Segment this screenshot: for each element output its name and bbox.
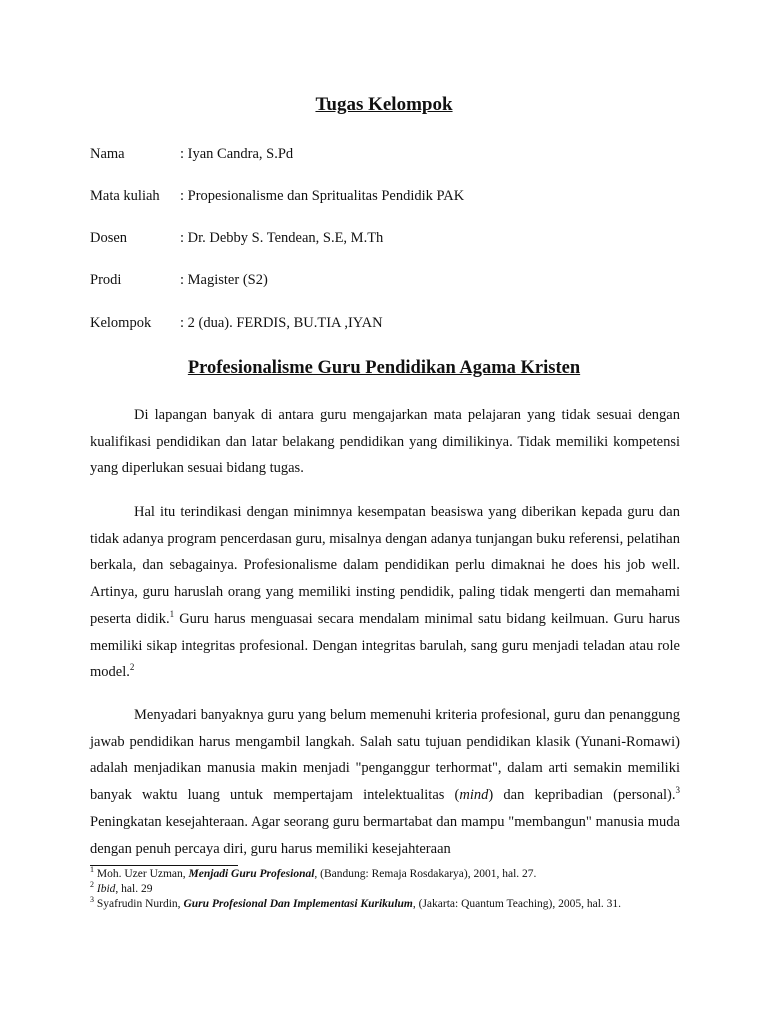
paragraph-2 (90, 499, 680, 686)
info-label: Prodi (90, 272, 122, 288)
footnote-number: 2 (90, 880, 94, 890)
footnote-book-title: Guru Profesional Dan Implementasi Kurikulum (183, 898, 413, 910)
paragraph-text: Peningkatan kesejahteraan. Agar seorang guru bermartabat dan mampu "membangun" manusia muda dengan penuh percaya diri, guru harus memiliki kesejahteraan (90, 813, 680, 857)
paragraph-text: ) dan kepribadian (personal). (488, 787, 676, 804)
document-title: Tugas Kelompok (315, 94, 453, 115)
paragraph-1 (90, 402, 680, 482)
footnote-number: 3 (90, 895, 94, 905)
footnote-text: , (Jakarta: Quantum Teaching), 2005, hal. 31. (412, 898, 622, 910)
footnote-ref: 3 (675, 785, 680, 796)
info-value: : 2 (dua). FERDIS, BU.TIA ,IYAN (180, 315, 383, 331)
footnote-text: Moh. Uzer Uzman, (94, 868, 189, 880)
info-value: : Propesionalisme dan Spritualitas Pendidik PAK (180, 188, 465, 204)
info-value: : Magister (S2) (180, 272, 268, 288)
footnote-2 (90, 882, 680, 897)
footnote-number: 1 (90, 865, 94, 875)
footnote-1 (90, 867, 680, 882)
footnote-book-title: Menjadi Guru Profesional (188, 868, 315, 880)
footnote-3 (90, 897, 680, 912)
footnote-text: , (Bandung: Remaja Rosdakarya), 2001, hal. 27. (314, 868, 537, 880)
paragraph-text: Di lapangan banyak di antara guru mengajarkan mata pelajaran yang tidak sesuai dengan kualifikasi pendidikan dan latar belakang pendidikan yang dimilikinya. Tidak memiliki kompetensi yang diperlukan sesuai bidang tugas. (90, 407, 680, 477)
footnotes (90, 867, 680, 912)
info-value: : Dr. Debby S. Tendean, S.E, M.Th (180, 230, 384, 246)
info-value: : Iyan Candra, S.Pd (180, 146, 294, 162)
footnote-ref: 2 (129, 662, 135, 673)
footnote-text: , hal. 29 (115, 883, 153, 895)
paragraph-italic: mind (459, 787, 489, 804)
footnote-ibid: Ibid (96, 883, 116, 895)
paragraph-text: Hal itu terindikasi dengan minimnya kesempatan beasiswa yang diberikan kepada guru dan tidak adanya program pencerdasan guru, misalnya dengan adanya tunjangan buku referensi, pelatihan berkala, dan sebagainya. Profesionalisme dalam pendidikan perlu dimaknai he does his job well. Artinya, guru haruslah orang yang memiliki insting pendidik, paling tidak mengerti dan memahami peserta didik. (90, 504, 680, 627)
paragraph-text: Guru harus menguasai secara mendalam minimal satu bidang keilmuan. Guru harus memiliki sikap integritas profesional. Dengan integritas barulah, sang guru menjadi teladan atau role model. (90, 610, 680, 681)
info-label: Mata kuliah (90, 188, 160, 204)
info-label: Kelompok (90, 315, 152, 331)
paragraph-3 (90, 702, 680, 862)
paragraph-text: Menyadari banyaknya guru yang belum memenuhi kriteria profesional, guru dan penanggung jawab pendidikan harus mengambil langkah. Salah satu tujuan pendidikan klasik (Yunani-Romawi) adalah menjadikan manusia makin menjadi "penganggur terhormat", dalam arti semakin memiliki banyak waktu luang untuk mempertajam intelektualitas ( (90, 707, 680, 804)
footnote-ref: 1 (169, 608, 175, 619)
info-label: Dosen (90, 230, 128, 246)
footnote-text: Syafrudin Nurdin, (94, 898, 184, 910)
section-heading: Profesionalisme Guru Pendidikan Agama Kristen (187, 358, 581, 378)
info-label: Nama (90, 146, 125, 162)
footnote-divider (90, 865, 238, 866)
